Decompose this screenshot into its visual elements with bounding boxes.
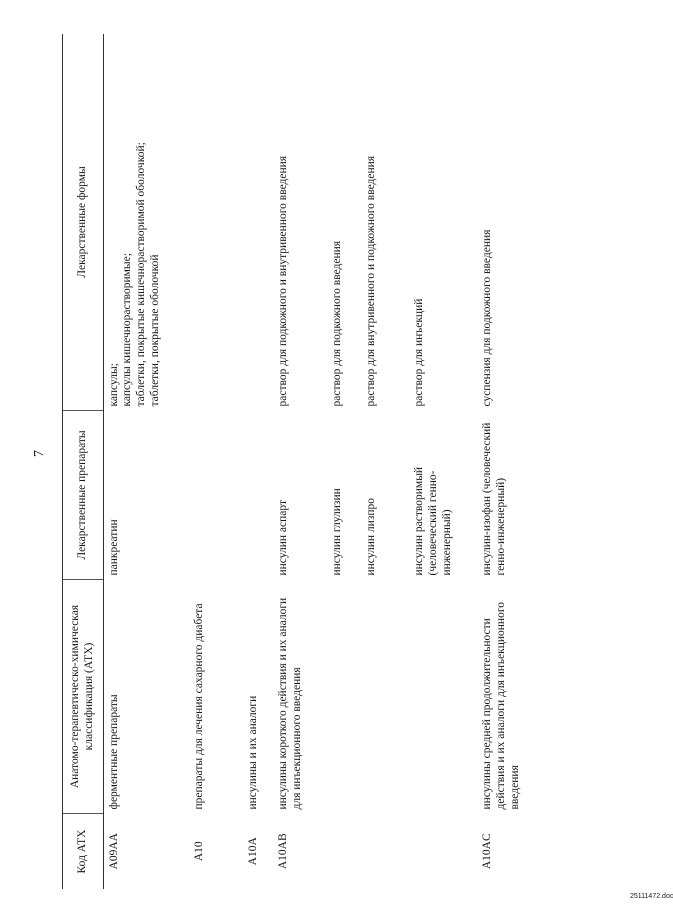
cell-code: A10AB [277, 833, 290, 870]
cell-code: A10A [247, 837, 260, 866]
cell-classification: инсулины и их аналоги [247, 695, 260, 810]
cell-drug: инсулин лизпро [365, 497, 378, 576]
table-row [361, 34, 409, 889]
footer-filename: 25111472.doc [630, 893, 673, 900]
cell-form: раствор для подкожного введения [331, 240, 344, 407]
cell-code [409, 814, 477, 890]
table-body [103, 34, 567, 889]
cell-form [243, 34, 273, 411]
header-forms: Лекарственные формы [63, 34, 104, 411]
table-row [243, 34, 273, 889]
cell-classification: ферментные препараты [107, 694, 120, 810]
cell-form: раствор для инъекций [413, 298, 426, 407]
atc-drug-table [62, 34, 567, 889]
table-row [477, 34, 567, 889]
cell-classification: инсулины короткого действия и их аналоги для инъекционного введения [277, 597, 303, 810]
cell-code: A10AC [481, 833, 494, 870]
table-row [327, 34, 361, 889]
header-classification: Анатомо-терапевтическо-химическая классификация (АТХ) [63, 580, 104, 814]
page-number: 7 [32, 450, 47, 457]
header-code: Код АТХ [63, 814, 104, 890]
cell-form: суспензия для подкожного введения [481, 229, 494, 407]
cell-drug: инсулин растворимый (человеческий генно-инженерный) [413, 466, 453, 576]
cell-drug: инсулин-изофан (человеческий генно-инженерный) [481, 422, 507, 576]
table-row [409, 34, 477, 889]
cell-drug [243, 411, 273, 580]
cell-drug [189, 411, 243, 580]
cell-form: раствор для подкожного и внутривенного введения [277, 155, 290, 407]
cell-form [189, 34, 243, 411]
table-header-row [63, 34, 104, 889]
header-drugs: Лекарственные препараты [63, 411, 104, 580]
cell-code [361, 814, 409, 890]
table-row [103, 34, 189, 889]
cell-classification: инсулины средней продолжительности действия и их аналоги для инъекционного введения [481, 602, 521, 810]
cell-classification: препараты для лечения сахарного диабета [193, 603, 206, 810]
cell-drug: панкреатин [107, 519, 120, 576]
table-row [273, 34, 327, 889]
cell-code: A10 [193, 841, 206, 862]
table-row [189, 34, 243, 889]
cell-classification [409, 580, 477, 814]
cell-classification [361, 580, 409, 814]
cell-classification [327, 580, 361, 814]
cell-drug: инсулин аспарт [277, 499, 290, 576]
cell-form: раствор для внутривенного и подкожного введения [365, 155, 378, 407]
cell-code: A09AA [107, 833, 120, 870]
cell-code [327, 814, 361, 890]
cell-drug: инсулин глулизин [331, 488, 344, 576]
cell-form: капсулы; капсулы кишечнорастворимые; таблетки, покрытые кишечнорастворимой оболочкой; таблетки, покрытые оболочкой [107, 142, 161, 407]
